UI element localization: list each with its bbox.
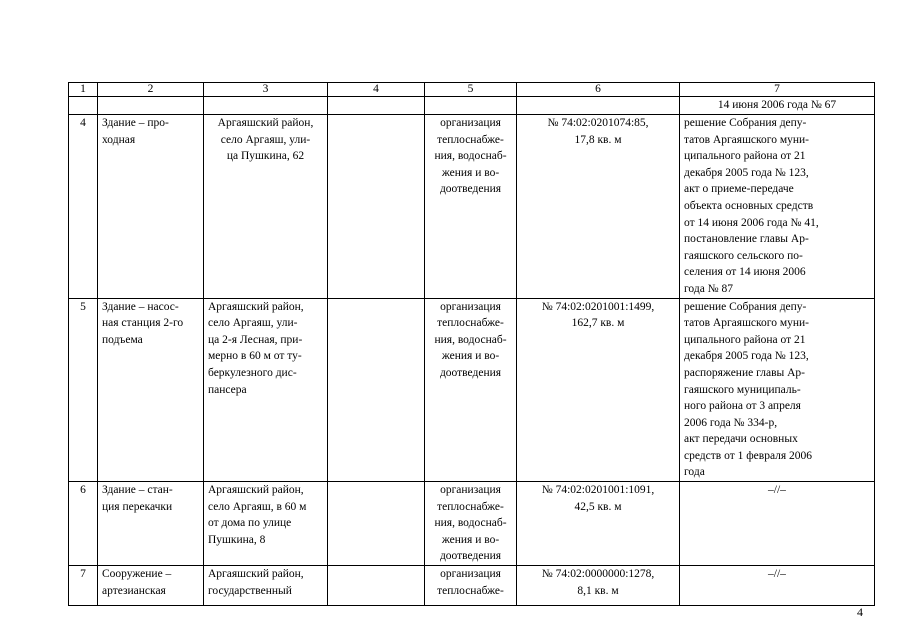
object-name: Здание – стан- ция перекачки: [98, 482, 204, 566]
table-row: [69, 482, 875, 566]
object-name: Здание – насос- ная станция 2-го подъема: [98, 298, 204, 482]
legal-basis: решение Собрания депу- татов Аргаяшского муни- ципального района от 21 декабря 2005 года № 123, распоряжение главы Ар- гаяшского муниципаль- ного района от 3 апреля 2006 года № 334-р, акт передачи основных средств от 1 февраля 2006 года: [680, 298, 875, 482]
continuation-row: [69, 97, 875, 115]
column-header: 6: [517, 83, 680, 97]
object-address: Аргаяшский район, село Аргаяш, в 60 м от дома по улице Пушкина, 8: [204, 482, 328, 566]
column-number-row: [69, 83, 875, 97]
row-number: 6: [69, 482, 98, 566]
row-number: 5: [69, 298, 98, 482]
continuation-text: 14 июня 2006 года № 67: [680, 97, 875, 115]
column-header: 5: [425, 83, 517, 97]
cadastral-number: № 74:02:0201074:85, 17,8 кв. м: [517, 115, 680, 299]
legal-basis: –//–: [680, 566, 875, 606]
object-address: Аргаяшский район, государственный: [204, 566, 328, 606]
page-number: 4: [857, 605, 863, 619]
object-name: Здание – про- ходная: [98, 115, 204, 299]
empty-cell: [328, 298, 425, 482]
organization: организация теплоснабже- ния, водоснаб- жения и во- доотведения: [425, 298, 517, 482]
object-address: Аргаяшский район, село Аргаяш, ули- ца 2-я Лесная, при- мерно в 60 м от ту- беркулезного дис- пансера: [204, 298, 328, 482]
row-number: 4: [69, 115, 98, 299]
organization: организация теплоснабже- ния, водоснаб- жения и во- доотведения: [425, 115, 517, 299]
empty-cell: [328, 482, 425, 566]
column-header: 3: [204, 83, 328, 97]
column-header: 1: [69, 83, 98, 97]
object-address: Аргаяшский район, село Аргаяш, ули- ца Пушкина, 62: [204, 115, 328, 299]
legal-basis: –//–: [680, 482, 875, 566]
table-row: [69, 298, 875, 482]
property-table: [68, 82, 875, 606]
table-row: [69, 566, 875, 606]
table-row: [69, 115, 875, 299]
column-header: 7: [680, 83, 875, 97]
row-number: 7: [69, 566, 98, 606]
cadastral-number: № 74:02:0201001:1091, 42,5 кв. м: [517, 482, 680, 566]
empty-cell: [328, 115, 425, 299]
column-header: 2: [98, 83, 204, 97]
organization: организация теплоснабже- ния, водоснаб- жения и во- доотведения: [425, 482, 517, 566]
column-header: 4: [328, 83, 425, 97]
cadastral-number: № 74:02:0000000:1278, 8,1 кв. м: [517, 566, 680, 606]
empty-cell: [328, 566, 425, 606]
object-name: Сооружение – артезианская: [98, 566, 204, 606]
cadastral-number: № 74:02:0201001:1499, 162,7 кв. м: [517, 298, 680, 482]
legal-basis: решение Собрания депу- татов Аргаяшского муни- ципального района от 21 декабря 2005 года № 123, акт о приеме-передаче объекта основных средств от 14 июня 2006 года № 41, постановление главы Ар- гаяшского сельского по- селения от 14 июня 2006 года № 87: [680, 115, 875, 299]
organization: организация теплоснабже-: [425, 566, 517, 606]
